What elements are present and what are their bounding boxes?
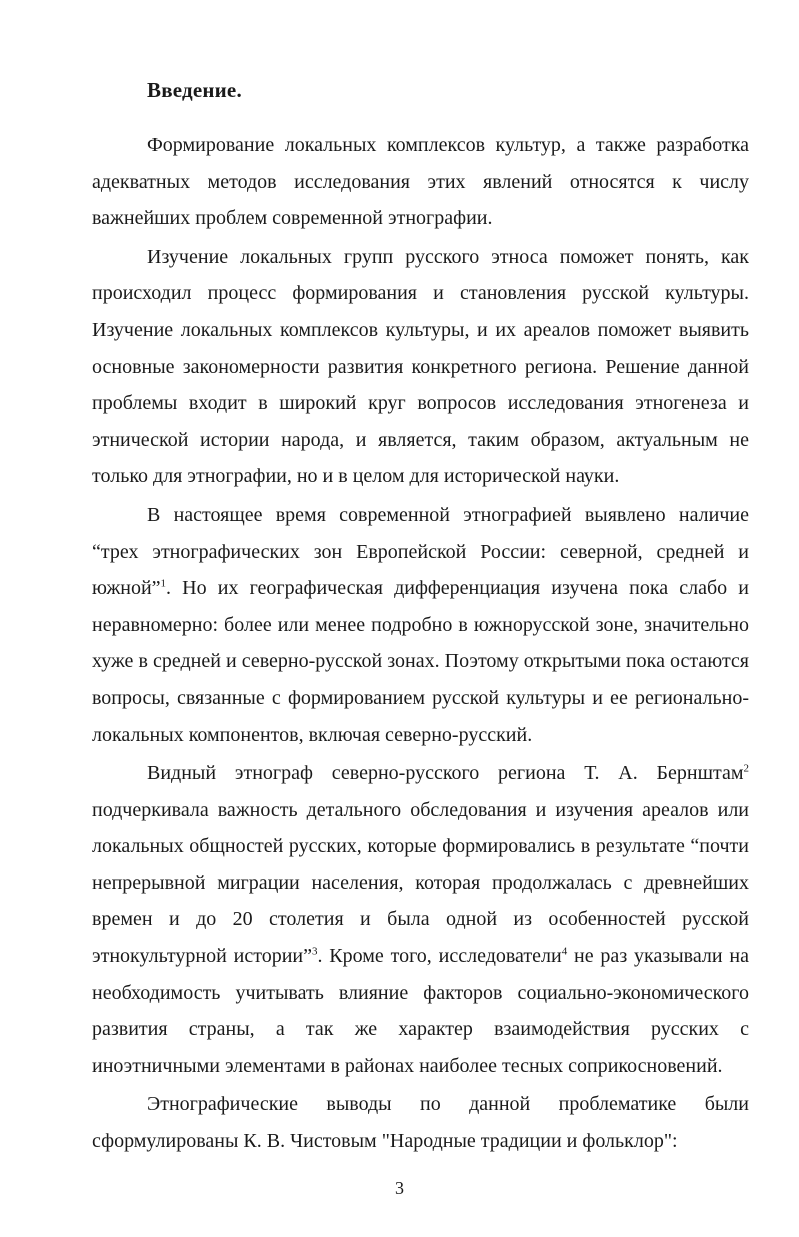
paragraph	[92, 1086, 749, 1159]
paragraph-text: Видный этнограф северно-русского региона Т. А. Бернштам	[147, 762, 744, 785]
paragraph	[92, 497, 749, 753]
paragraph	[92, 127, 749, 237]
page-number: 3	[395, 1178, 404, 1198]
footnote-ref: 2	[743, 762, 749, 775]
body-text	[92, 127, 749, 1160]
paragraph-text: не раз указывали на необходимость учитывать влияние факторов социально-экономического развития страны, а так же характер взаимодействия русских с иноэтничными элементами в районах наиболее тесных соприкосновений.	[92, 945, 749, 1077]
paragraph	[92, 755, 749, 1084]
footnote-ref: 3	[311, 945, 318, 958]
paragraph-text: Формирование локальных комплексов культур, а также разработка адекватных методов исследования этих явлений относятся к числу важнейших проблем современной этнографии.	[92, 134, 749, 230]
page-heading: Введение.	[147, 78, 242, 102]
paragraph-text: . Но их географическая дифференциация изучена пока слабо и неравномерно: более или менее подробно в южнорусской зоне, значительно хуже в средней и северно-русской зонах. Поэтому открытыми пока остаются вопросы, связанные с формированием русской культуры и ее регионально-локальных компонентов, включая северно-русский.	[92, 577, 749, 746]
paragraph-text: подчеркивала важность детального обследования и изучения ареалов или локальных общностей русских, которые формировались в результате “почти непрерывной миграции населения, которая продолжалась с древнейших времен и до 20 столетия и была одной из особенностей русской этнокультурной истории”	[92, 798, 749, 968]
footnote-ref: 4	[561, 945, 568, 958]
paragraph-text: Изучение локальных групп русского этноса поможет понять, как происходил процесс формирования и становления русской культуры. Изучение локальных комплексов культуры, и их ареалов поможет выявить основные закономерности развития конкретного региона. Решение данной проблемы входит в широкий круг вопросов исследования этногенеза и этнической истории народа, и является, таким образом, актуальным не только для этнографии, но и в целом для исторической науки.	[92, 245, 749, 488]
paragraph-text: В настоящее время современной этнографией выявлено наличие “трех этнографических зон Европейской России: северной, средней и южной”	[92, 503, 749, 600]
paragraph-text: Этнографические выводы по данной проблематике были сформулированы К. В. Чистовым "Народные традиции и фольклор":	[92, 1093, 749, 1153]
footnote-ref: 1	[160, 577, 167, 590]
paragraph-text: . Кроме того, исследователи	[317, 945, 562, 968]
paragraph	[92, 239, 749, 495]
